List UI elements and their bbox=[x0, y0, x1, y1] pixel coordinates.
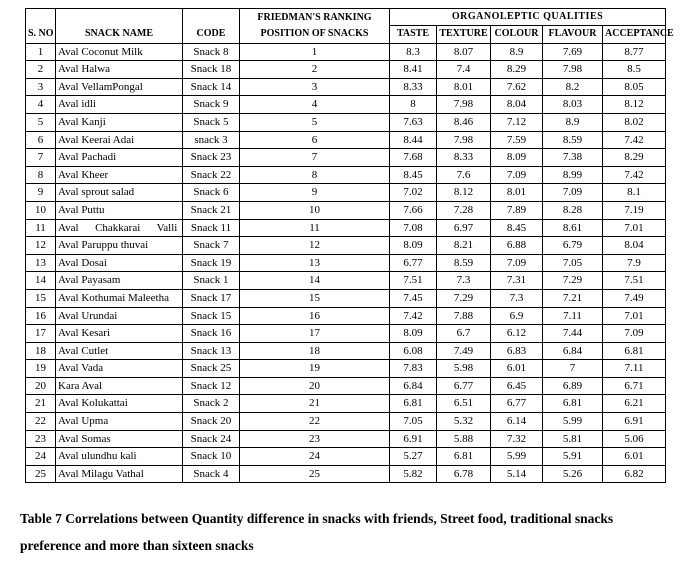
cell-sno: 20 bbox=[26, 377, 56, 395]
cell-acceptance: 7.49 bbox=[603, 289, 666, 307]
cell-acceptance: 8.05 bbox=[603, 78, 666, 96]
cell-flavour: 7.38 bbox=[543, 149, 603, 167]
cell-sno: 5 bbox=[26, 113, 56, 131]
cell-rank: 9 bbox=[240, 184, 390, 202]
cell-flavour: 6.79 bbox=[543, 237, 603, 255]
table-row bbox=[26, 360, 666, 378]
cell-sno: 23 bbox=[26, 430, 56, 448]
cell-taste: 8.09 bbox=[390, 237, 437, 255]
cell-colour: 8.45 bbox=[491, 219, 543, 237]
cell-code: Snack 13 bbox=[183, 342, 240, 360]
cell-snack-name: Aval Urundai bbox=[56, 307, 183, 325]
cell-acceptance: 8.12 bbox=[603, 96, 666, 114]
cell-snack-name: Aval Kheer bbox=[56, 166, 183, 184]
table-row bbox=[26, 219, 666, 237]
cell-acceptance: 8.1 bbox=[603, 184, 666, 202]
cell-flavour: 8.2 bbox=[543, 78, 603, 96]
cell-flavour: 8.9 bbox=[543, 113, 603, 131]
cell-acceptance: 6.01 bbox=[603, 448, 666, 466]
header-texture: TEXTURE bbox=[437, 26, 491, 44]
cell-code: Snack 11 bbox=[183, 219, 240, 237]
header-organoleptic: ORGANOLEPTIC QUALITIES bbox=[390, 9, 666, 26]
table-row bbox=[26, 254, 666, 272]
cell-rank: 25 bbox=[240, 465, 390, 483]
cell-acceptance: 7.09 bbox=[603, 325, 666, 343]
cell-texture: 8.07 bbox=[437, 43, 491, 61]
cell-texture: 6.77 bbox=[437, 377, 491, 395]
table-row bbox=[26, 377, 666, 395]
cell-snack-name: Aval Chakkarai Valli bbox=[56, 219, 183, 237]
cell-texture: 7.98 bbox=[437, 96, 491, 114]
table-row bbox=[26, 78, 666, 96]
cell-colour: 5.14 bbox=[491, 465, 543, 483]
table-row bbox=[26, 43, 666, 61]
cell-sno: 16 bbox=[26, 307, 56, 325]
header-sno: S. NO bbox=[26, 26, 56, 44]
cell-sno: 25 bbox=[26, 465, 56, 483]
header-name-top bbox=[56, 9, 183, 26]
cell-snack-name: Aval Kanji bbox=[56, 113, 183, 131]
cell-taste: 8.09 bbox=[390, 325, 437, 343]
cell-rank: 1 bbox=[240, 43, 390, 61]
cell-taste: 7.51 bbox=[390, 272, 437, 290]
header-friedman: FRIEDMAN'S RANKING POSITION OF SNACKS bbox=[240, 9, 390, 44]
cell-flavour: 8.99 bbox=[543, 166, 603, 184]
cell-taste: 6.91 bbox=[390, 430, 437, 448]
cell-rank: 6 bbox=[240, 131, 390, 149]
cell-rank: 24 bbox=[240, 448, 390, 466]
cell-flavour: 5.26 bbox=[543, 465, 603, 483]
cell-code: Snack 6 bbox=[183, 184, 240, 202]
cell-acceptance: 8.77 bbox=[603, 43, 666, 61]
cell-snack-name: Aval Cutlet bbox=[56, 342, 183, 360]
cell-texture: 7.88 bbox=[437, 307, 491, 325]
cell-code: Snack 22 bbox=[183, 166, 240, 184]
cell-acceptance: 7.01 bbox=[603, 219, 666, 237]
cell-snack-name: Aval Payasam bbox=[56, 272, 183, 290]
cell-flavour: 7.09 bbox=[543, 184, 603, 202]
cell-colour: 7.3 bbox=[491, 289, 543, 307]
cell-taste: 8.45 bbox=[390, 166, 437, 184]
cell-texture: 5.32 bbox=[437, 413, 491, 431]
cell-code: Snack 9 bbox=[183, 96, 240, 114]
cell-taste: 8.3 bbox=[390, 43, 437, 61]
cell-rank: 12 bbox=[240, 237, 390, 255]
cell-flavour: 7.21 bbox=[543, 289, 603, 307]
cell-texture: 6.81 bbox=[437, 448, 491, 466]
table-row bbox=[26, 272, 666, 290]
cell-rank: 22 bbox=[240, 413, 390, 431]
cell-code: Snack 7 bbox=[183, 237, 240, 255]
cell-rank: 10 bbox=[240, 201, 390, 219]
header-sno-top bbox=[26, 9, 56, 26]
cell-flavour: 7.29 bbox=[543, 272, 603, 290]
cell-sno: 24 bbox=[26, 448, 56, 466]
cell-colour: 7.62 bbox=[491, 78, 543, 96]
cell-colour: 7.12 bbox=[491, 113, 543, 131]
cell-sno: 17 bbox=[26, 325, 56, 343]
cell-rank: 16 bbox=[240, 307, 390, 325]
cell-code: Snack 15 bbox=[183, 307, 240, 325]
cell-texture: 8.21 bbox=[437, 237, 491, 255]
cell-rank: 7 bbox=[240, 149, 390, 167]
cell-taste: 6.84 bbox=[390, 377, 437, 395]
cell-taste: 7.02 bbox=[390, 184, 437, 202]
cell-taste: 7.83 bbox=[390, 360, 437, 378]
cell-rank: 18 bbox=[240, 342, 390, 360]
cell-acceptance: 6.82 bbox=[603, 465, 666, 483]
cell-rank: 5 bbox=[240, 113, 390, 131]
cell-code: Snack 10 bbox=[183, 448, 240, 466]
cell-taste: 7.63 bbox=[390, 113, 437, 131]
cell-acceptance: 7.42 bbox=[603, 166, 666, 184]
cell-texture: 7.49 bbox=[437, 342, 491, 360]
cell-sno: 11 bbox=[26, 219, 56, 237]
table-row bbox=[26, 184, 666, 202]
cell-colour: 6.45 bbox=[491, 377, 543, 395]
cell-texture: 6.78 bbox=[437, 465, 491, 483]
cell-code: Snack 19 bbox=[183, 254, 240, 272]
cell-taste: 8.44 bbox=[390, 131, 437, 149]
cell-rank: 23 bbox=[240, 430, 390, 448]
cell-colour: 6.12 bbox=[491, 325, 543, 343]
cell-taste: 8 bbox=[390, 96, 437, 114]
header-flavour: FLAVOUR bbox=[543, 26, 603, 44]
cell-texture: 5.98 bbox=[437, 360, 491, 378]
cell-acceptance: 5.06 bbox=[603, 430, 666, 448]
cell-texture: 7.6 bbox=[437, 166, 491, 184]
table-row bbox=[26, 307, 666, 325]
cell-code: Snack 4 bbox=[183, 465, 240, 483]
cell-sno: 18 bbox=[26, 342, 56, 360]
cell-snack-name: Aval Paruppu thuvai bbox=[56, 237, 183, 255]
table-row bbox=[26, 325, 666, 343]
cell-snack-name: Aval Dosai bbox=[56, 254, 183, 272]
cell-colour: 6.77 bbox=[491, 395, 543, 413]
cell-acceptance: 6.81 bbox=[603, 342, 666, 360]
table-caption: Table 7 Correlations between Quantity difference in snacks with friends, Street food, traditional snacks preference and more than sixteen snacks bbox=[20, 511, 614, 553]
cell-texture: 8.01 bbox=[437, 78, 491, 96]
cell-code: Snack 8 bbox=[183, 43, 240, 61]
cell-texture: 7.4 bbox=[437, 61, 491, 79]
cell-acceptance: 7.51 bbox=[603, 272, 666, 290]
header-code: CODE bbox=[183, 26, 240, 44]
cell-taste: 5.82 bbox=[390, 465, 437, 483]
cell-sno: 2 bbox=[26, 61, 56, 79]
cell-sno: 19 bbox=[26, 360, 56, 378]
cell-rank: 4 bbox=[240, 96, 390, 114]
cell-snack-name: Aval Puttu bbox=[56, 201, 183, 219]
table-row bbox=[26, 237, 666, 255]
table-row bbox=[26, 289, 666, 307]
cell-acceptance: 8.04 bbox=[603, 237, 666, 255]
cell-flavour: 7.05 bbox=[543, 254, 603, 272]
cell-sno: 9 bbox=[26, 184, 56, 202]
cell-code: Snack 24 bbox=[183, 430, 240, 448]
cell-flavour: 8.03 bbox=[543, 96, 603, 114]
cell-rank: 20 bbox=[240, 377, 390, 395]
cell-colour: 8.09 bbox=[491, 149, 543, 167]
cell-colour: 7.32 bbox=[491, 430, 543, 448]
cell-code: Snack 23 bbox=[183, 149, 240, 167]
cell-rank: 14 bbox=[240, 272, 390, 290]
cell-colour: 7.59 bbox=[491, 131, 543, 149]
cell-rank: 15 bbox=[240, 289, 390, 307]
cell-snack-name: Aval VellamPongal bbox=[56, 78, 183, 96]
table-row bbox=[26, 430, 666, 448]
cell-acceptance: 8.5 bbox=[603, 61, 666, 79]
cell-sno: 7 bbox=[26, 149, 56, 167]
cell-snack-name: Aval Milagu Vathal bbox=[56, 465, 183, 483]
cell-code: Snack 1 bbox=[183, 272, 240, 290]
cell-sno: 8 bbox=[26, 166, 56, 184]
cell-acceptance: 8.02 bbox=[603, 113, 666, 131]
snack-ranking-table bbox=[25, 8, 674, 483]
cell-snack-name: Aval Keerai Adai bbox=[56, 131, 183, 149]
cell-snack-name: Aval Halwa bbox=[56, 61, 183, 79]
cell-rank: 21 bbox=[240, 395, 390, 413]
cell-flavour: 6.81 bbox=[543, 395, 603, 413]
cell-taste: 8.33 bbox=[390, 78, 437, 96]
cell-code: Snack 12 bbox=[183, 377, 240, 395]
cell-texture: 6.51 bbox=[437, 395, 491, 413]
cell-colour: 8.01 bbox=[491, 184, 543, 202]
cell-texture: 7.3 bbox=[437, 272, 491, 290]
cell-colour: 7.31 bbox=[491, 272, 543, 290]
cell-colour: 7.89 bbox=[491, 201, 543, 219]
cell-rank: 19 bbox=[240, 360, 390, 378]
cell-texture: 7.98 bbox=[437, 131, 491, 149]
cell-taste: 6.08 bbox=[390, 342, 437, 360]
cell-taste: 8.41 bbox=[390, 61, 437, 79]
header-colour: COLOUR bbox=[491, 26, 543, 44]
cell-rank: 17 bbox=[240, 325, 390, 343]
cell-texture: 6.7 bbox=[437, 325, 491, 343]
table-body bbox=[26, 43, 666, 483]
cell-colour: 6.9 bbox=[491, 307, 543, 325]
cell-colour: 6.01 bbox=[491, 360, 543, 378]
cell-sno: 14 bbox=[26, 272, 56, 290]
table-row bbox=[26, 113, 666, 131]
cell-rank: 8 bbox=[240, 166, 390, 184]
cell-acceptance: 7.11 bbox=[603, 360, 666, 378]
cell-colour: 5.99 bbox=[491, 448, 543, 466]
cell-snack-name: Aval Upma bbox=[56, 413, 183, 431]
cell-code: snack 3 bbox=[183, 131, 240, 149]
cell-flavour: 7.69 bbox=[543, 43, 603, 61]
cell-sno: 22 bbox=[26, 413, 56, 431]
table-row bbox=[26, 465, 666, 483]
cell-rank: 3 bbox=[240, 78, 390, 96]
cell-taste: 7.66 bbox=[390, 201, 437, 219]
cell-colour: 8.04 bbox=[491, 96, 543, 114]
header-code-top bbox=[183, 9, 240, 26]
cell-flavour: 6.84 bbox=[543, 342, 603, 360]
cell-snack-name: Aval Coconut Milk bbox=[56, 43, 183, 61]
cell-code: Snack 5 bbox=[183, 113, 240, 131]
table-row bbox=[26, 395, 666, 413]
cell-taste: 5.27 bbox=[390, 448, 437, 466]
cell-texture: 8.12 bbox=[437, 184, 491, 202]
table-row bbox=[26, 96, 666, 114]
cell-flavour: 6.89 bbox=[543, 377, 603, 395]
cell-texture: 8.33 bbox=[437, 149, 491, 167]
cell-taste: 7.08 bbox=[390, 219, 437, 237]
cell-acceptance: 7.19 bbox=[603, 201, 666, 219]
cell-texture: 7.28 bbox=[437, 201, 491, 219]
cell-snack-name: Aval Kothumai Maleetha bbox=[56, 289, 183, 307]
table-row bbox=[26, 413, 666, 431]
cell-acceptance: 7.01 bbox=[603, 307, 666, 325]
cell-sno: 4 bbox=[26, 96, 56, 114]
cell-acceptance: 6.91 bbox=[603, 413, 666, 431]
cell-code: Snack 17 bbox=[183, 289, 240, 307]
cell-texture: 7.29 bbox=[437, 289, 491, 307]
cell-sno: 6 bbox=[26, 131, 56, 149]
cell-snack-name: Aval sprout salad bbox=[56, 184, 183, 202]
cell-flavour: 7.44 bbox=[543, 325, 603, 343]
cell-flavour: 5.99 bbox=[543, 413, 603, 431]
cell-colour: 6.14 bbox=[491, 413, 543, 431]
table-row bbox=[26, 448, 666, 466]
cell-flavour: 8.28 bbox=[543, 201, 603, 219]
header-taste: TASTE bbox=[390, 26, 437, 44]
cell-rank: 11 bbox=[240, 219, 390, 237]
table-row bbox=[26, 201, 666, 219]
cell-code: Snack 2 bbox=[183, 395, 240, 413]
cell-flavour: 8.59 bbox=[543, 131, 603, 149]
cell-sno: 21 bbox=[26, 395, 56, 413]
cell-colour: 8.9 bbox=[491, 43, 543, 61]
cell-taste: 7.42 bbox=[390, 307, 437, 325]
cell-taste: 7.05 bbox=[390, 413, 437, 431]
cell-sno: 1 bbox=[26, 43, 56, 61]
table-row bbox=[26, 61, 666, 79]
cell-flavour: 7.98 bbox=[543, 61, 603, 79]
cell-texture: 6.97 bbox=[437, 219, 491, 237]
cell-acceptance: 8.29 bbox=[603, 149, 666, 167]
cell-flavour: 7.11 bbox=[543, 307, 603, 325]
header-acceptance: ACCEPTANCE bbox=[603, 26, 666, 44]
cell-acceptance: 6.71 bbox=[603, 377, 666, 395]
cell-code: Snack 20 bbox=[183, 413, 240, 431]
cell-snack-name: Aval Somas bbox=[56, 430, 183, 448]
cell-acceptance: 7.42 bbox=[603, 131, 666, 149]
cell-snack-name: Aval Vada bbox=[56, 360, 183, 378]
cell-sno: 15 bbox=[26, 289, 56, 307]
cell-flavour: 5.81 bbox=[543, 430, 603, 448]
cell-texture: 8.59 bbox=[437, 254, 491, 272]
cell-sno: 3 bbox=[26, 78, 56, 96]
cell-code: Snack 14 bbox=[183, 78, 240, 96]
cell-taste: 6.77 bbox=[390, 254, 437, 272]
table-row bbox=[26, 166, 666, 184]
cell-sno: 10 bbox=[26, 201, 56, 219]
table-row bbox=[26, 342, 666, 360]
cell-colour: 7.09 bbox=[491, 254, 543, 272]
cell-texture: 8.46 bbox=[437, 113, 491, 131]
cell-rank: 13 bbox=[240, 254, 390, 272]
cell-texture: 5.88 bbox=[437, 430, 491, 448]
cell-snack-name: Aval Kesari bbox=[56, 325, 183, 343]
cell-flavour: 7 bbox=[543, 360, 603, 378]
cell-colour: 7.09 bbox=[491, 166, 543, 184]
cell-snack-name: Aval Kolukattai bbox=[56, 395, 183, 413]
cell-colour: 6.88 bbox=[491, 237, 543, 255]
cell-sno: 13 bbox=[26, 254, 56, 272]
cell-colour: 8.29 bbox=[491, 61, 543, 79]
cell-code: Snack 16 bbox=[183, 325, 240, 343]
cell-acceptance: 7.9 bbox=[603, 254, 666, 272]
header-name: SNACK NAME bbox=[56, 26, 183, 44]
cell-code: Snack 21 bbox=[183, 201, 240, 219]
cell-code: Snack 25 bbox=[183, 360, 240, 378]
cell-flavour: 5.91 bbox=[543, 448, 603, 466]
cell-rank: 2 bbox=[240, 61, 390, 79]
cell-snack-name: Aval idli bbox=[56, 96, 183, 114]
cell-taste: 6.81 bbox=[390, 395, 437, 413]
cell-flavour: 8.61 bbox=[543, 219, 603, 237]
cell-taste: 7.68 bbox=[390, 149, 437, 167]
cell-snack-name: Aval ulundhu kali bbox=[56, 448, 183, 466]
cell-sno: 12 bbox=[26, 237, 56, 255]
cell-code: Snack 18 bbox=[183, 61, 240, 79]
cell-taste: 7.45 bbox=[390, 289, 437, 307]
cell-snack-name: Aval Pachadi bbox=[56, 149, 183, 167]
table-row bbox=[26, 149, 666, 167]
cell-snack-name: Kara Aval bbox=[56, 377, 183, 395]
cell-colour: 6.83 bbox=[491, 342, 543, 360]
table-row bbox=[26, 131, 666, 149]
cell-acceptance: 6.21 bbox=[603, 395, 666, 413]
